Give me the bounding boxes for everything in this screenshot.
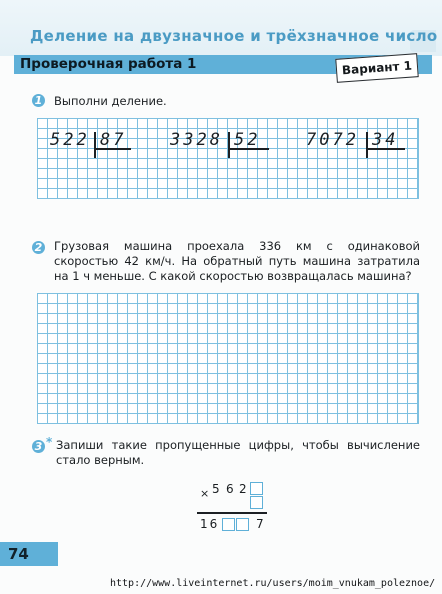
division-bar-1 bbox=[94, 132, 96, 158]
division-bar-3 bbox=[366, 132, 368, 158]
times-sign: × bbox=[200, 487, 210, 500]
missing-digit-box-3[interactable] bbox=[222, 518, 235, 531]
result-first-digits: 16 bbox=[200, 517, 220, 531]
task-3-text: Запиши такие пропущенные цифры, чтобы вычисление стало верным. bbox=[56, 438, 420, 467]
divisor-1: 87 bbox=[100, 130, 127, 150]
missing-digit-box-1[interactable] bbox=[250, 482, 263, 495]
task-2-text: Грузовая машина проехала 336 км с одинаковой скоростью 42 км/ч. На обратный путь машина затратила на 1 ч меньше. С какой скоростью возвращалась машина? bbox=[54, 239, 420, 283]
division-bar-2 bbox=[228, 132, 230, 158]
dividend-3: 7072 bbox=[306, 130, 359, 150]
task-3-number: 3 bbox=[32, 440, 45, 453]
task-3-star: * bbox=[46, 435, 53, 449]
divisor-2: 52 bbox=[234, 130, 261, 150]
section-subtitle: Проверочная работа 1 bbox=[20, 56, 197, 72]
missing-digit-box-2[interactable] bbox=[250, 496, 263, 509]
missing-digit-box-4[interactable] bbox=[236, 518, 249, 531]
task-2-number: 2 bbox=[32, 241, 45, 254]
task-1-grid bbox=[37, 118, 419, 199]
top-digit-2: 6 bbox=[226, 482, 234, 496]
task-1-number: 1 bbox=[32, 94, 45, 107]
page-title: Деление на двузначное и трёхзначное число bbox=[30, 27, 438, 45]
dividend-1: 522 bbox=[50, 130, 90, 150]
dividend-2: 3328 bbox=[170, 130, 223, 150]
page-number: 74 bbox=[8, 545, 29, 563]
top-digit-3: 2 bbox=[239, 482, 247, 496]
variant-badge: Вариант 1 bbox=[335, 53, 418, 83]
task-1-text: Выполни деление. bbox=[54, 94, 167, 108]
task-2-grid bbox=[37, 293, 419, 424]
divisor-3: 34 bbox=[372, 130, 399, 150]
source-url[interactable]: http://www.liveinternet.ru/users/moim_vnukam_poleznoe/ bbox=[110, 578, 436, 589]
multiplication-line bbox=[197, 512, 267, 514]
top-digit-1: 5 bbox=[212, 482, 220, 496]
result-last-digit: 7 bbox=[256, 517, 264, 531]
